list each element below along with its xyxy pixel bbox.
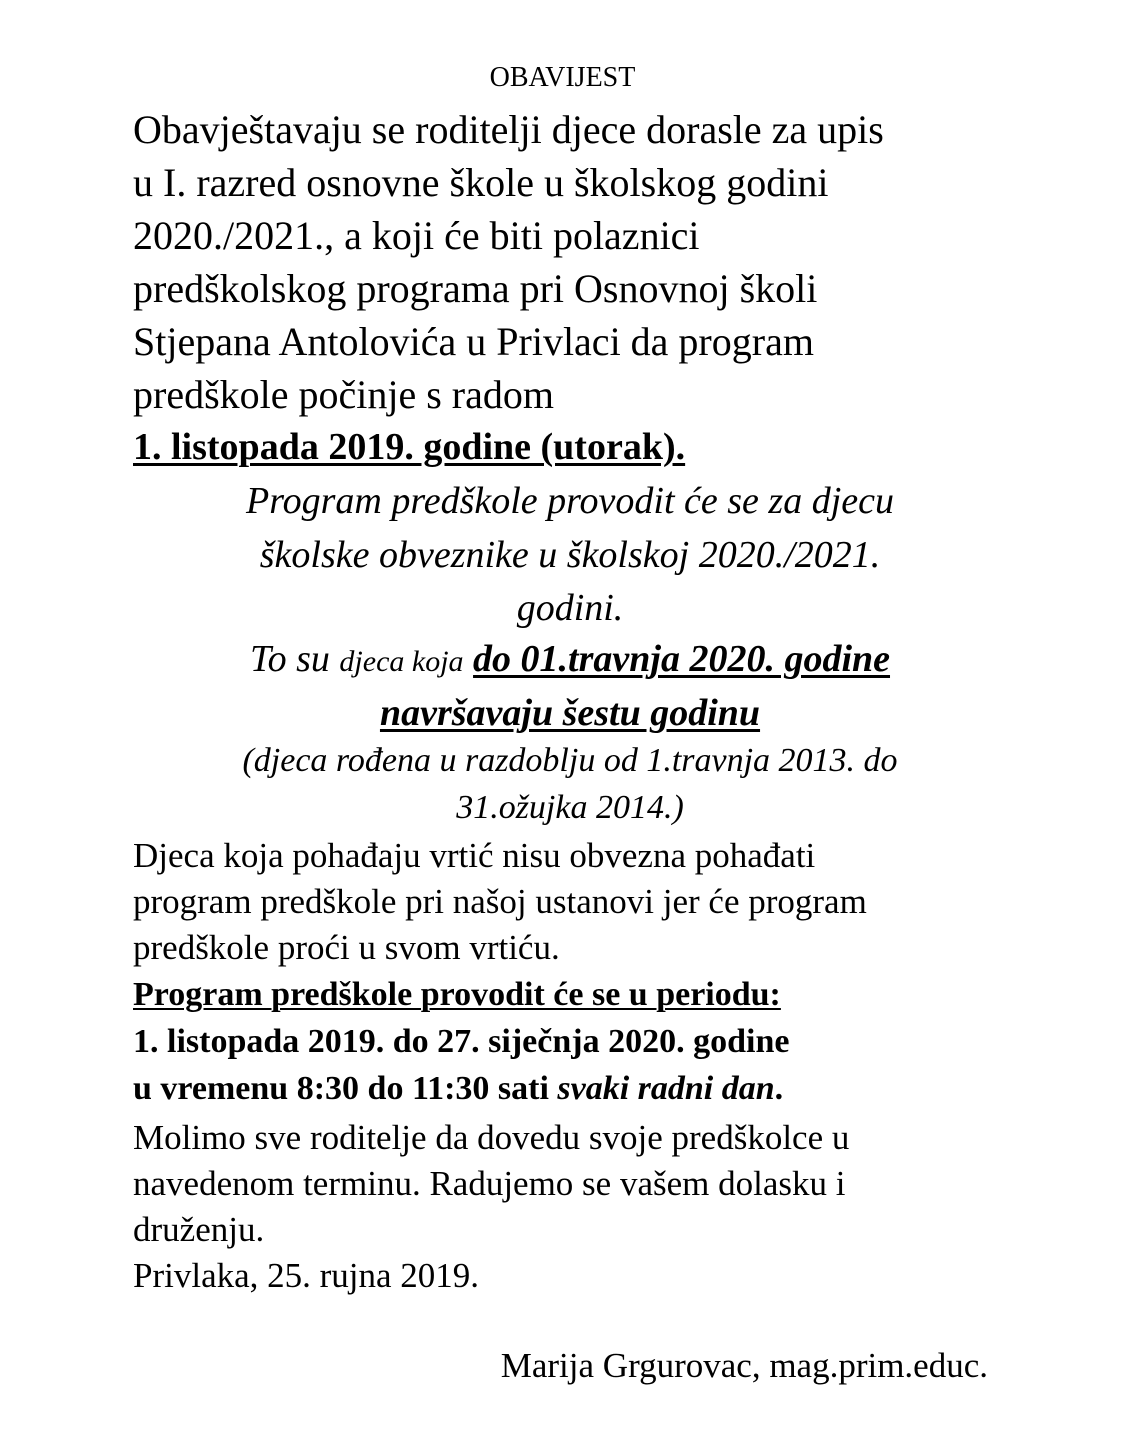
program-line: godini.: [516, 587, 624, 629]
time-suffix: .: [774, 1070, 784, 1107]
program-line: školske obveznike u školskoj 2020./2021.: [259, 534, 881, 576]
intro-line: u I. razred osnovne škole u školskog godini: [133, 160, 829, 205]
intro-line: predškolskog programa pri Osnovnoj školi: [133, 266, 818, 311]
time-line: [133, 1072, 783, 1106]
children-prefix-small: djeca koja: [339, 645, 464, 678]
kindergarten-line: Djeca koja pohađaju vrtić nisu obvezna pohađati: [133, 836, 816, 875]
kindergarten-line: program predškole pri našoj ustanovi jer će program: [133, 882, 867, 921]
children-age-line: [160, 694, 980, 732]
birth-range-line: (djeca rođena u razdoblju od 1.travnja 2013. do: [242, 742, 898, 779]
notice-heading: OBAVIJEST: [489, 62, 636, 93]
signature: Marija Grgurovac, mag.prim.educ.: [500, 1346, 988, 1385]
children-prefix: To su: [249, 638, 330, 680]
children-deadline-line: [160, 640, 980, 678]
closing-line: Molimo sve roditelje da dovedu svoje predškolce u: [133, 1118, 850, 1157]
start-date: 1. listopada 2019. godine (utorak).: [133, 426, 686, 468]
time-prefix: u vremenu 8:30 do 11:30 sati: [133, 1070, 558, 1107]
birth-range-line: 31.ožujka 2014.): [456, 789, 684, 826]
kindergarten-line: predškole proći u svom vrtiću.: [133, 928, 560, 967]
period-dates: 1. listopada 2019. do 27. siječnja 2020. godine: [133, 1023, 790, 1060]
children-age: navršavaju šestu godinu: [379, 692, 761, 734]
time-days: svaki radni dan: [557, 1070, 775, 1107]
intro-line: 2020./2021., a koji će biti polaznici: [133, 213, 700, 258]
children-deadline: do 01.travnja 2020. godine: [473, 638, 891, 680]
intro-line: Stjepana Antolovića u Privlaci da program: [133, 319, 814, 364]
place-date: Privlaka, 25. rujna 2019.: [133, 1256, 480, 1295]
period-heading: Program predškole provodit će se u periodu:: [133, 976, 781, 1013]
program-line: Program predškole provodit će se za djecu: [246, 480, 894, 522]
closing-line: druženju.: [133, 1210, 265, 1249]
intro-line: predškole počinje s radom: [133, 372, 554, 417]
closing-line: navedenom terminu. Radujemo se vašem dolasku i: [133, 1164, 846, 1203]
intro-line: Obavještavaju se roditelji djece dorasle za upis: [133, 107, 884, 152]
